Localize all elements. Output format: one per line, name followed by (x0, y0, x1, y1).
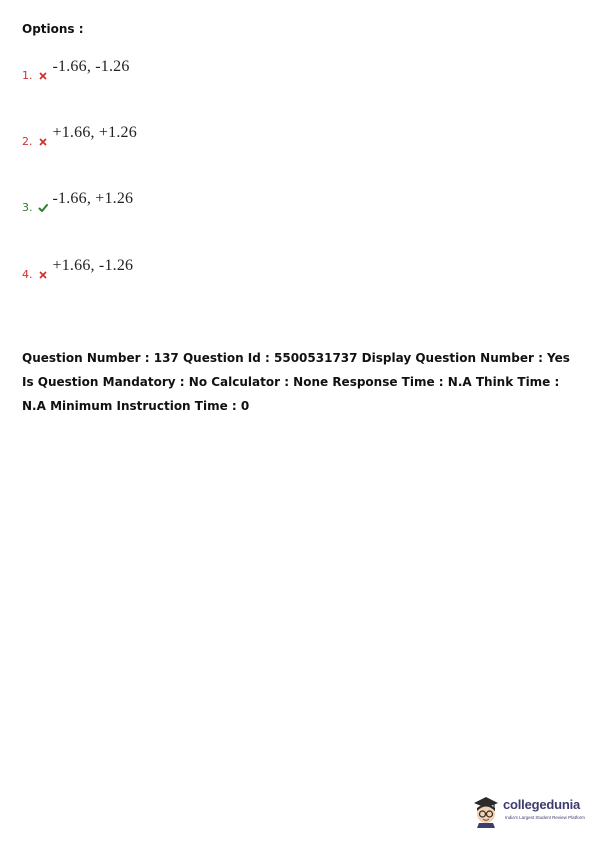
cross-icon (38, 137, 48, 147)
option-3 (22, 187, 133, 215)
option-text: +1.66, -1.26 (52, 257, 134, 274)
cross-icon (38, 71, 48, 81)
option-text: -1.66, -1.26 (52, 58, 130, 75)
question-metadata: Question Number : 137 Question Id : 5500531737 Display Question Number : Yes Is Question Mandatory : No Calculator : None Response Time : N.A Think Time : N.A Minimum Instruction Time : 0 (22, 351, 570, 413)
mascot-icon (472, 794, 500, 828)
option-text: -1.66, +1.26 (52, 190, 134, 207)
option-number: 4. (22, 268, 33, 281)
cross-icon (38, 270, 48, 280)
collegedunia-logo (472, 794, 588, 830)
option-number: 1. (22, 69, 33, 82)
option-2 (22, 121, 137, 149)
options-heading: Options : (22, 22, 84, 36)
option-4 (22, 254, 133, 282)
logo-tagline: India's Largest Student Review Platform (505, 815, 585, 820)
option-number: 2. (22, 135, 33, 148)
logo-name: collegedunia (503, 797, 581, 812)
check-icon (38, 203, 48, 213)
option-1 (22, 55, 130, 83)
option-number: 3. (22, 201, 33, 214)
option-text: +1.66, +1.26 (52, 124, 137, 141)
